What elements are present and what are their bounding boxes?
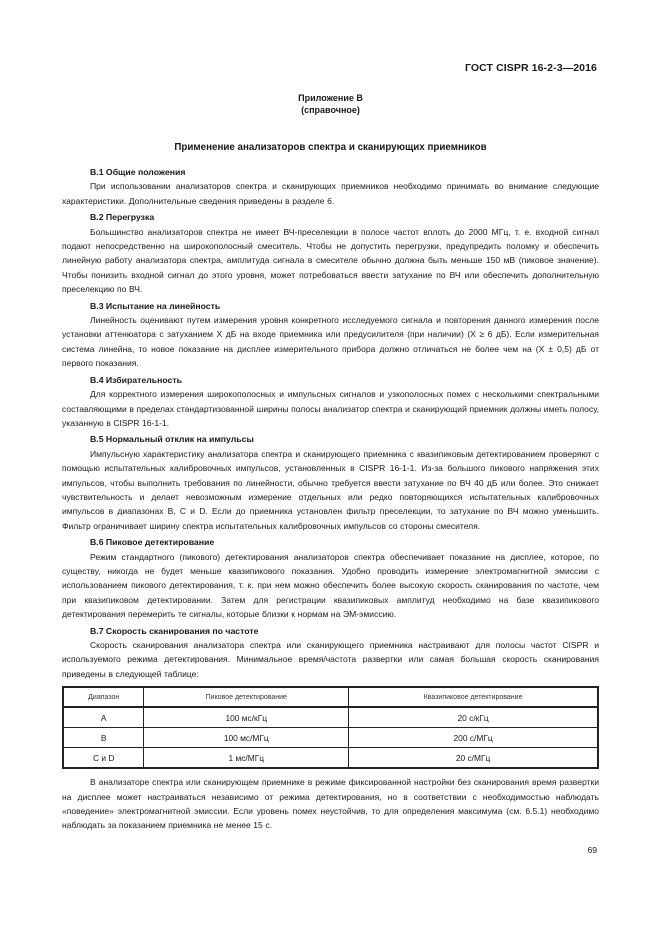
table-header-row [63,687,598,707]
table-cell: 20 с/МГц [349,748,598,769]
paragraph: При использовании анализаторов спектра и сканирующих приемников необходимо принимать во внимание следующие характеристики. Дополнительные сведения приведены в разделе 6. [62,181,599,206]
section-title: В.2 Перегрузка [90,212,155,223]
table-cell: 200 с/МГц [349,728,598,748]
column-header: Диапазон [63,687,144,707]
page-number: 69 [587,845,597,855]
section-b6 [62,535,599,621]
section-b7 [62,624,599,682]
document-title: Применение анализаторов спектра и сканирующих приемников [174,142,487,153]
section-b3 [62,299,599,371]
paragraph: Большинство анализаторов спектра не имеет ВЧ-преселекции в полосе частот вплоть до 2000 МГц, т. е. входной сигнал подают непосредственно на широкополосный смеситель. Чтобы не допустить перегрузки, предупредить поломку и обеспечить линейную работу анализатора спектра, амплитуда сигнала в смесителе обычно должна быть меньше 150 мВ (пиковое значение). Чтобы понизить входной сигнал до этого уровня, может потребоваться ввести затухание по ВЧ или обеспечить дополнительную преселекцию по ВЧ. [62,226,599,295]
table-cell: С и D [63,748,144,769]
section-title: В.5 Нормальный отклик на импульсы [90,434,254,445]
appendix-subtitle: (справочное) [301,105,360,115]
column-header: Пиковое детектирование [144,687,349,707]
section-b2 [62,210,599,296]
section-b1 [62,165,599,208]
section-title: В.6 Пиковое детектирование [90,537,215,548]
document-body [62,163,599,833]
paragraph: Режим стандартного (пикового) детектирования анализаторов спектра обеспечивает показание на дисплее, которое, по существу, никогда не будет меньше квазипикового показания. Удобно проводить измерение электромагнитной эмиссии с использованием пикового детектирования, т. к. при нем можно обеспечить более высокую скорость сканирования по частоте, чем при квазипиковом детектировании. Затем для регистрации квазипиковых амплитуд необходимо на базе квазипикового детектирования перемерить те сигналы, которые близки к нормам на ЭМ-эмиссию. [62,551,599,620]
table-cell: 20 с/кГц [349,707,598,728]
table-row [63,707,598,728]
paragraph: Импульсную характеристику анализатора спектра и сканирующего приемника с квазипиковым детектированием проверяют с помощью испытательных калибровочных импульсов, установленных в CISPR 16-1-1. Из-за большого пикового напряжения этих импульсов, чтобы выполнить требования по линейности, обычно требуется ввести затухание по ВЧ 40 дБ или более. Это снижает чувствительность и делает невозможным измерение отдельных или редко повторяющихся испытательных калибровочных импульсов в диапазонах В, С и D. Если до приемника установлен фильтр преселекции, то затухание по ВЧ можно уменьшить. Фильтр ограничивает ширину спектра испытательных калибровочных импульсов со стороны смесителя. [62,448,599,531]
table-row [63,728,598,748]
table-cell: 1 мс/МГц [144,748,349,769]
appendix-title: Приложение В [298,93,363,103]
paragraph: Линейность оценивают путем измерения уровня конкретного исследуемого сигнала и повторения данного измерения после установки аттенюатора с затуханием X дБ на входе приемника или предусилителя (при наличии) (X ≥ 6 дБ). Если измерительная система линейна, то новое показание на дисплее измерительного прибора должно отличаться не более чем на (X ± 0,5) дБ от первого показания. [62,315,599,369]
scan-rate-table [62,686,599,769]
closing-paragraph: В анализаторе спектра или сканирующем приемнике в режиме фиксированной настройки без сканирования время развертки на дисплее может настраиваться независимо от режима детектирования, но в соответствии с необходимостью наблюдать «поведение» электромагнитной эмиссии. Если уровень помех неустойчив, то для определения максимума (см. 6.5.1) необходимо наблюдать за показанием приемника не менее 15 с. [62,777,599,831]
appendix-heading [0,92,661,116]
table-cell: А [63,707,144,728]
section-title: В.7 Скорость сканирования по частоте [90,625,259,636]
paragraph: Скорость сканирования анализатора спектра или сканирующего приемника настраивают для полосы частот CISPR и используемого режима детектирования. Минимальное время/частота развертки или самая большая скорость сканирования приведены в следующей таблице: [62,640,599,679]
paragraph: Для корректного измерения широкополосных и импульсных сигналов и узкополосных помех с несколькими спектральными составляющими в пределах стандартизованной ширины полосы анализатор спектра и сканирующий приемник должны иметь полосу, указанную в CISPR 16-1-1. [62,389,599,428]
section-title: В.1 Общие положения [90,167,186,177]
section-title: В.3 Испытание на линейность [90,300,221,311]
standard-header: ГОСТ CISPR 16-2-3—2016 [464,62,597,74]
table-cell: В [63,728,144,748]
table-cell: 100 мс/кГц [144,707,349,728]
section-b4 [62,373,599,431]
section-title: В.4 Избирательность [90,374,182,385]
table-row [63,748,598,769]
section-b5 [62,432,599,533]
column-header: Квазипиковое детектирование [349,687,598,707]
table-cell: 100 мс/МГц [144,728,349,748]
